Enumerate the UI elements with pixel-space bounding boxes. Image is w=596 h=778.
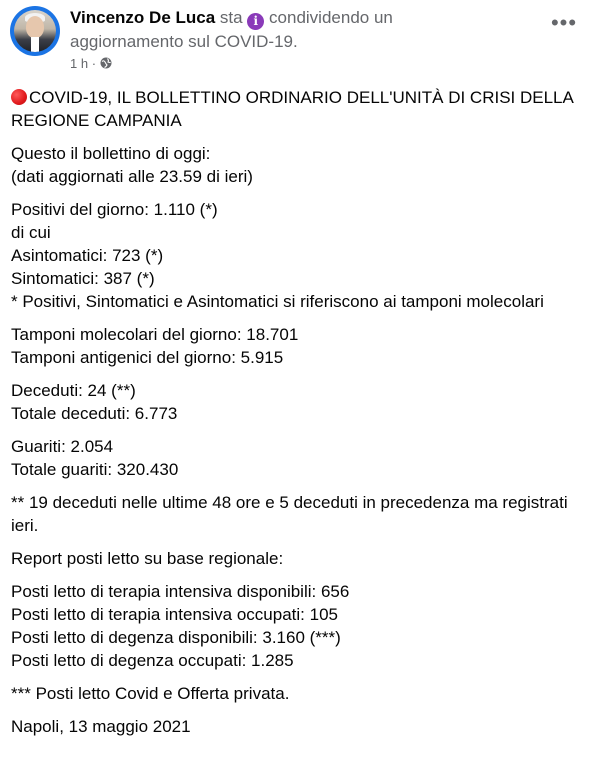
paragraph [11, 491, 586, 537]
post-time[interactable]: 1 h [70, 56, 89, 71]
text-line: * Positivi, Sintomatici e Asintomatici si riferiscono ai tamponi molecolari [11, 292, 544, 311]
text-line: Posti letto di degenza disponibili: 3.160 (***) [11, 628, 341, 647]
text-line: Questo il bollettino di oggi: [11, 144, 211, 163]
globe-icon[interactable] [100, 56, 112, 68]
paragraph [11, 142, 586, 188]
text-line: Totale guariti: 320.430 [11, 460, 179, 479]
post-title-text: COVID-19, IL BOLLETTINO ORDINARIO DELL'UNITÀ DI CRISI DELLA REGIONE CAMPANIA [11, 88, 573, 130]
text-line: Report posti letto su base regionale: [11, 549, 284, 568]
text-line: Deceduti: 24 (**) [11, 381, 136, 400]
text-line: Guariti: 2.054 [11, 437, 114, 456]
post-body [11, 86, 586, 748]
post-title [11, 86, 586, 132]
action-suffix[interactable]: condividendo un aggiornamento sul COVID-19. [70, 8, 393, 51]
paragraph [11, 198, 586, 313]
paragraph [11, 715, 586, 738]
text-line: Posti letto di terapia intensiva occupati: 105 [11, 605, 338, 624]
meta-separator: · [88, 56, 100, 71]
text-line: Tamponi molecolari del giorno: 18.701 [11, 325, 299, 344]
post-header [10, 6, 586, 76]
text-line: ** 19 deceduti nelle ultime 48 ore e 5 deceduti in precedenza ma registrati ieri. [11, 493, 573, 535]
info-icon[interactable]: i [247, 13, 264, 30]
author-name[interactable]: Vincenzo De Luca [70, 8, 216, 27]
text-line: *** Posti letto Covid e Offerta privata. [11, 684, 290, 703]
paragraph [11, 323, 586, 369]
more-options-button[interactable] [550, 10, 578, 36]
paragraph [11, 379, 586, 425]
post-byline [70, 6, 490, 54]
post-meta [70, 55, 112, 73]
text-line: Posti letto di degenza occupati: 1.285 [11, 651, 294, 670]
red-circle-icon [11, 89, 27, 105]
paragraph [11, 435, 586, 481]
text-line: di cui [11, 223, 51, 242]
text-line: Tamponi antigenici del giorno: 5.915 [11, 348, 284, 367]
paragraph [11, 682, 586, 705]
text-line: Posti letto di terapia intensiva disponibili: 656 [11, 582, 350, 601]
action-prefix: sta [215, 8, 248, 27]
text-line: Sintomatici: 387 (*) [11, 269, 155, 288]
text-line: (dati aggiornati alle 23.59 di ieri) [11, 167, 253, 186]
text-line: Totale deceduti: 6.773 [11, 404, 178, 423]
text-line: Napoli, 13 maggio 2021 [11, 717, 191, 736]
avatar[interactable] [10, 6, 60, 56]
text-line: Positivi del giorno: 1.110 (*) [11, 200, 218, 219]
avatar-photo [14, 10, 56, 52]
text-line: Asintomatici: 723 (*) [11, 246, 164, 265]
paragraph [11, 547, 586, 570]
paragraph [11, 580, 586, 672]
more-options-icon: ••• [550, 10, 578, 35]
